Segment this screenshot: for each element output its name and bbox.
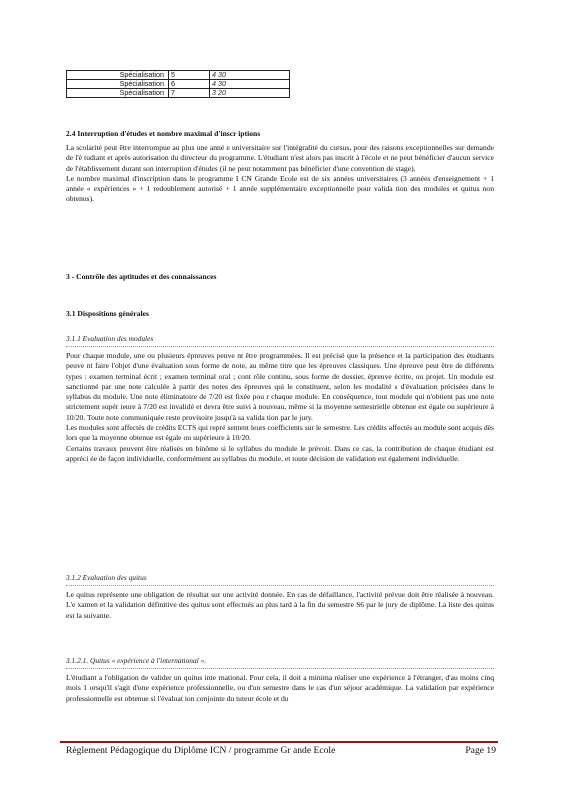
table-cell-value: 4 30 — [210, 71, 290, 80]
section-heading-3-1-2: 3.1.2 Evaluation des quitus — [66, 573, 147, 582]
table-row — [67, 89, 290, 98]
heading-rule — [66, 668, 494, 669]
footer-rule — [60, 741, 498, 743]
table-cell-number: 5 — [169, 71, 210, 80]
footer-title: Règlement Pédagogique du Diplôme ICN / programme Gr ande Ecole — [66, 745, 336, 756]
paragraph: Pour chaque module, une ou plusieurs épreuves peuve nt être programmées. Il est précisé que la présence et la participation des étudiants peuve nt faire l'objet d'une évaluation sous forme de note, au même titre que les épreuves classiques. Une épreuve peut être de différents types : examen terminal écrit ; examen terminal oral ; cont rôle continu, sous forme de dossier, épreuve écrite, ou projet. Un module est sanctionné par une note calculée à partir des notes des épreuves qui le constituent, selon les modalité s d'évaluation précisées dans le syllabus du module. Une note éliminatoire de 7/20 est fixée pou r chaque module. En conséquence, tout module qui n'obtient pas une note strictement supér ieure à 7/20 est invalidé et devra être suivi à nouveau, même si la moyenne semestrielle obtenue est égale ou supérieure à 10/20. Toute note communiquée reste provisoire jusqu'à sa valida tion par le jury. — [66, 351, 494, 422]
table-row — [67, 80, 290, 89]
section-heading-2-4: 2.4 Interruption d'études et nombre maximal d'inscr iptions — [66, 129, 261, 138]
paragraph: La scolarité peut être interrompue au plus une anné e universitaire sur l'intégralité du cursus, pour des raisons exceptionnelles sur demande de l'é tudiant et après autorisation du directeur du programme. L'étudiant n'est alors pas inscrit à l'école et ne peut bénéficier d'aucun service de l'établissement durant son interruption d'études (il ne peut notamment pas bénéficier d'une convention de stage). — [66, 143, 494, 173]
table-cell-label: Spécialisation — [67, 71, 169, 80]
table-cell-value: 4 30 — [210, 80, 290, 89]
heading-rule — [66, 585, 494, 586]
section-heading-3-1-2-1: 3.1.2.1. Quitus « expérience à l'international ». — [66, 656, 207, 665]
section-heading-3-1-1: 3.1.1 Evaluation des modules — [66, 334, 154, 343]
table-cell-number: 6 — [169, 80, 210, 89]
table-cell-number: 7 — [169, 89, 210, 98]
section-body-3-1-1 — [66, 351, 494, 464]
table-row — [67, 71, 290, 80]
paragraph: Le quitus représente une obligation de résultat sur une activité donnée. En cas de défaillance, l'activité prévue doit être réalisée à nouveau. L'e xamen et la validation définitive des quitus sont effectués au plus tard à la fin du semestre S6 par le jury de diplôme. La liste des quitus est la suivante. — [66, 590, 494, 620]
heading-rule — [66, 346, 494, 347]
table-cell-value: 3 20 — [210, 89, 290, 98]
paragraph: Certains travaux peuvent être réalisés en binôme si le syllabus du module le prévoit. Dans ce cas, la contribution de chaque étudiant est appréci ée de façon individuelle, conformément au syllabus du module, et toute décision de validation est également individuelle. — [66, 443, 494, 463]
specialisation-table — [66, 70, 290, 98]
paragraph: L'étudiant a l'obligation de valider un quitus inte rnational. Pour cela, il doit a minima réaliser une expérience à l'étranger, d'au moins cinq mois 1 orsqu'il s'agit d'une expérience professionnelle, ou d'un semestre dans le cas d'un séjour académique. La validation par expérience professionnelle est obtenue si l'évaluat ion conjointe du tuteur école et du — [66, 673, 494, 703]
page-number: Page 19 — [465, 745, 496, 756]
section-heading-3-1: 3.1 Dispositions générales — [66, 309, 149, 318]
section-body-3-1-2-1 — [66, 673, 494, 704]
section-body-2-4 — [66, 143, 494, 205]
section-body-3-1-2 — [66, 590, 494, 621]
section-heading-3: 3 - Contrôle des aptitudes et des connaissances — [66, 272, 217, 281]
table-cell-label: Spécialisation — [67, 80, 169, 89]
table-cell-label: Spécialisation — [67, 89, 169, 98]
paragraph: Le nombre maximal d'inscription dans le programme I CN Grande Ecole est de six années universitaires (3 années d'enseignement + 1 année « expériences » + 1 redoublement autorisé + 1 année supplémentaire exceptionnelle pour valida tion des modules et quitus non obtenus). — [66, 173, 494, 204]
paragraph: Les modules sont affectés de crédits ECTS qui repré sentent leurs coefficients sur le semestre. Les crédits affectés au module sont acquis dès lors que la moyenne obtenue est égale ou supérieure à 10/20. — [66, 423, 494, 443]
